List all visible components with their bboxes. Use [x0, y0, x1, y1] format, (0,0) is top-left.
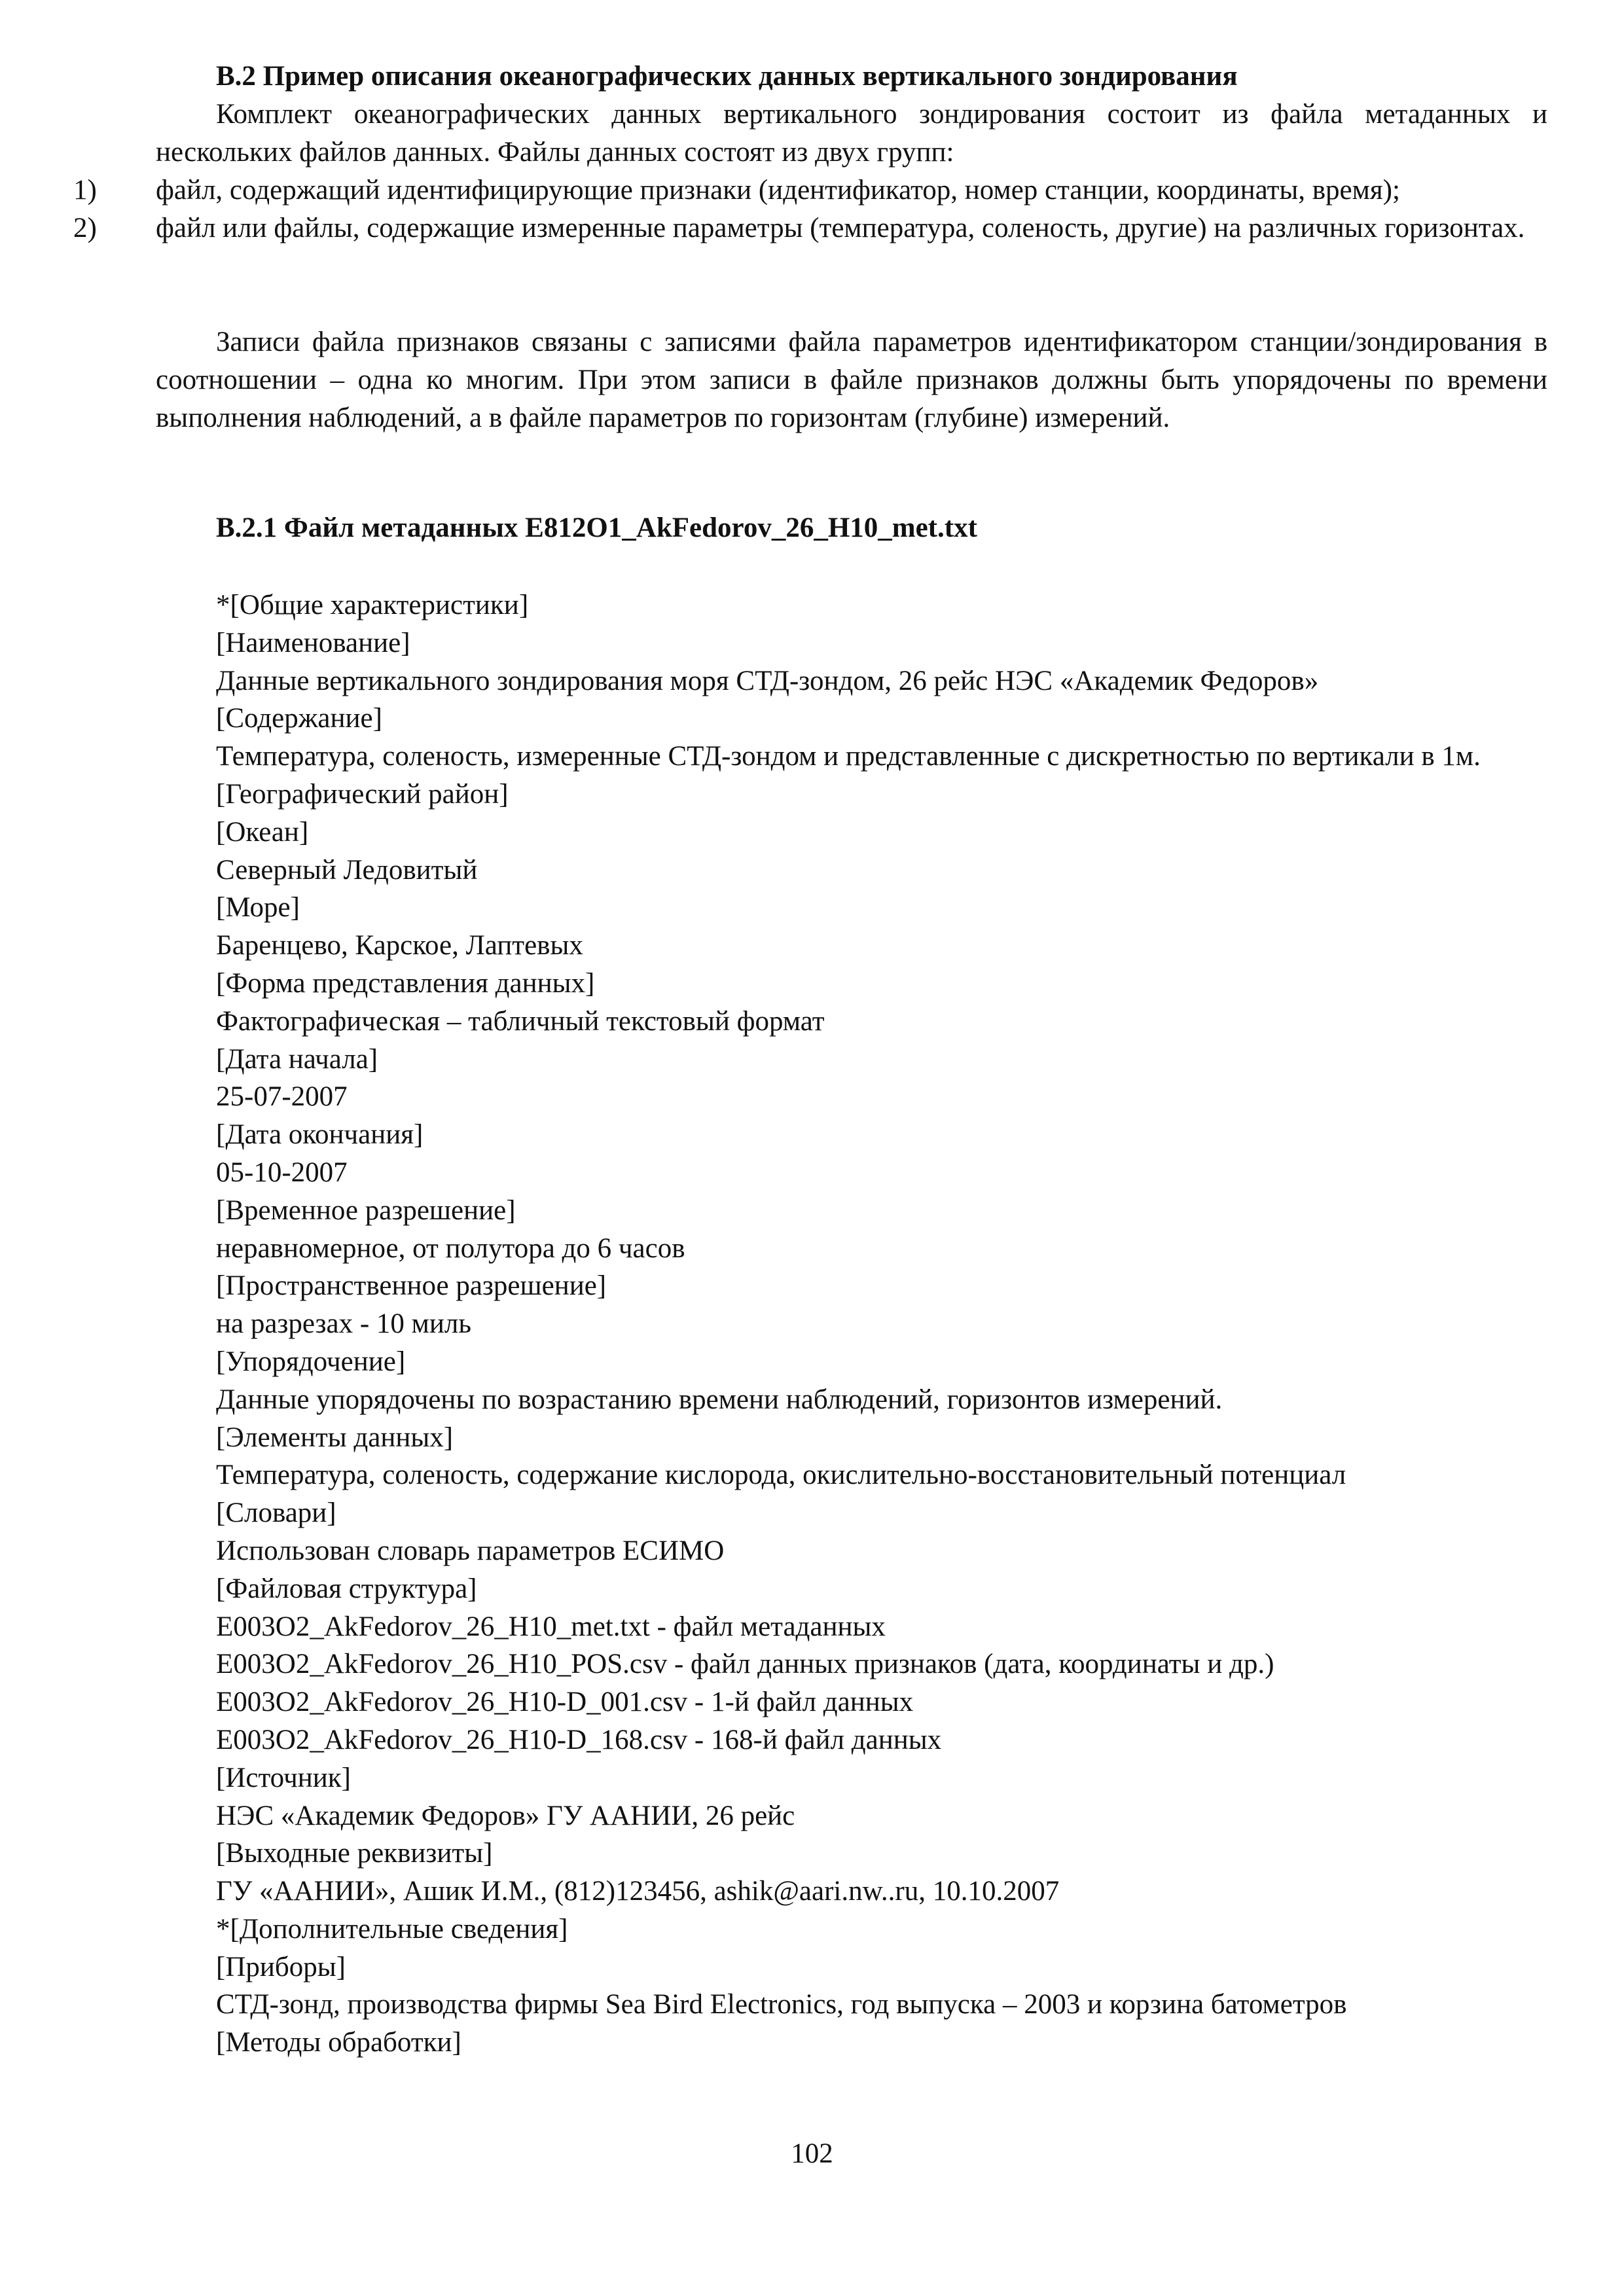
- metadata-line: [Выходные реквизиты]: [216, 1838, 493, 1869]
- metadata-line: [Пространственное разрешение]: [216, 1270, 607, 1302]
- metadata-line: [Море]: [216, 892, 300, 924]
- metadata-line: [Наименование]: [216, 627, 410, 658]
- metadata-line: Фактографическая – табличный текстовый формат: [216, 1005, 825, 1037]
- relations-paragraph: Записи файла признаков связаны с записями файла параметров идентификатором станции/зондирования в соотношении – одна ко многим. При этом записи в файле признаков должны быть упорядочены по времени выполнения наблюдений, а в файле параметров по горизонтам (глубине) измерений.: [156, 327, 1547, 433]
- metadata-line: [Океан]: [216, 816, 309, 848]
- metadata-line: Баренцево, Карское, Лаптевых: [216, 930, 583, 961]
- metadata-line: [Элементы данных]: [216, 1422, 454, 1453]
- metadata-line: E003O2_AkFedorov_26_H10_POS.csv - файл данных признаков (дата, координаты и др.): [216, 1649, 1274, 1680]
- metadata-line: E003O2_AkFedorov_26_H10-D_168.csv - 168-й файл данных: [216, 1724, 942, 1755]
- metadata-line: на разрезах - 10 миль: [216, 1308, 471, 1340]
- metadata-line: [Форма представления данных]: [216, 967, 595, 999]
- metadata-line: [Файловая структура]: [216, 1573, 477, 1604]
- metadata-line: ГУ «ААНИИ», Ашик И.М., (812)123456, ashik@aari.nw..ru, 10.10.2007: [216, 1876, 1060, 1907]
- metadata-line: 25-07-2007: [216, 1081, 348, 1113]
- list-item-text: файл, содержащий идентифицирующие признаки (идентификатор, номер станции, координаты, время);: [156, 175, 1400, 206]
- metadata-line: [Дата начала]: [216, 1043, 378, 1075]
- metadata-line: [Источник]: [216, 1762, 351, 1793]
- metadata-line: E003O2_AkFedorov_26_H10_met.txt - файл метаданных: [216, 1611, 886, 1642]
- metadata-line: *[Дополнительные сведения]: [216, 1913, 568, 1945]
- metadata-line: Температура, соленость, измеренные СТД-зондом и представленные с дискретностью по вертикали в 1м.: [216, 741, 1481, 772]
- list-number: 1): [73, 175, 97, 206]
- metadata-line: неравномерное, от полутора до 6 часов: [216, 1232, 685, 1264]
- metadata-line: [Содержание]: [216, 703, 382, 734]
- metadata-line: [Географический район]: [216, 778, 509, 810]
- section-title: В.2 Пример описания океанографических данных вертикального зондирования: [216, 61, 1238, 92]
- metadata-line: Использован словарь параметров ЕСИМО: [216, 1535, 725, 1566]
- metadata-line: [Упорядочение]: [216, 1346, 406, 1377]
- list-item-text: файл или файлы, содержащие измеренные параметры (температура, соленость, другие) на различных горизонтах.: [156, 213, 1525, 243]
- metadata-line: [Методы обработки]: [216, 2027, 461, 2058]
- metadata-line: [Дата окончания]: [216, 1119, 424, 1151]
- list-item: [73, 209, 1547, 247]
- list-item: [73, 171, 1547, 209]
- file-groups-list: [73, 171, 1547, 247]
- page-number: 102: [791, 2138, 833, 2169]
- metadata-line: *[Общие характеристики]: [216, 590, 529, 620]
- list-number: 2): [73, 213, 97, 243]
- subsection-title: В.2.1 Файл метаданных E812O1_AkFedorov_26_H10_met.txt: [216, 512, 977, 543]
- metadata-line: [Приборы]: [216, 1951, 346, 1982]
- metadata-line: СТД-зонд, производства фирмы Sea Bird Electronics, год выпуска – 2003 и корзина батометров: [216, 1989, 1347, 2020]
- metadata-line: Данные вертикального зондирования моря СТД-зондом, 26 рейс НЭС «Академик Федоров»: [216, 665, 1319, 696]
- intro-paragraph: Комплект океанографических данных вертикального зондирования состоит из файла метаданных и нескольких файлов данных. Файлы данных состоят из двух групп:: [156, 99, 1547, 168]
- metadata-line: НЭС «Академик Федоров» ГУ ААНИИ, 26 рейс: [216, 1800, 795, 1831]
- metadata-line: 05-10-2007: [216, 1157, 348, 1188]
- metadata-line: Северный Ледовитый: [216, 854, 478, 886]
- metadata-line: E003O2_AkFedorov_26_H10-D_001.csv - 1-й файл данных: [216, 1687, 914, 1718]
- metadata-line: Данные упорядочены по возрастанию времени наблюдений, горизонтов измерений.: [216, 1384, 1223, 1415]
- metadata-line: [Словари]: [216, 1498, 336, 1529]
- metadata-line: [Временное разрешение]: [216, 1194, 516, 1226]
- metadata-line: Температура, соленость, содержание кислорода, окислительно-восстановительный потенциал: [216, 1460, 1346, 1491]
- metadata-listing: [156, 586, 1547, 2062]
